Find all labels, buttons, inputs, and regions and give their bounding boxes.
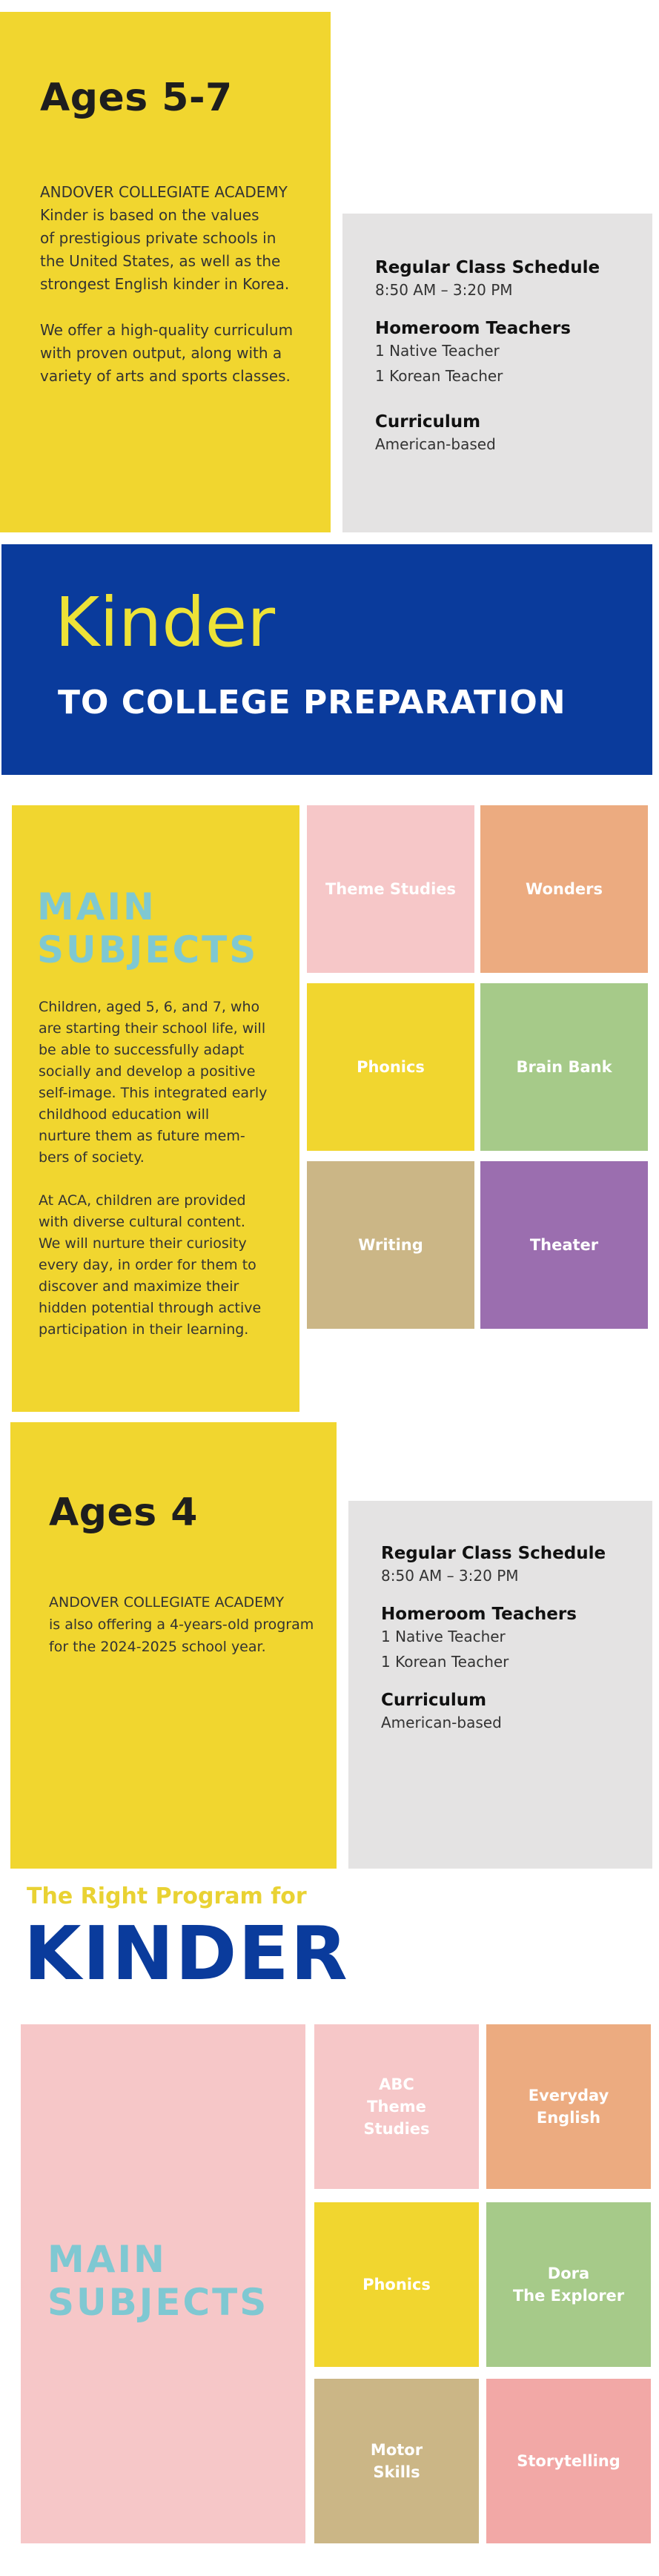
ages-5-7-panel xyxy=(0,12,331,532)
kinder-big-heading: KINDER xyxy=(24,1910,349,1997)
ages-4-schedule-card xyxy=(348,1501,652,1869)
curriculum-label: Curriculum xyxy=(381,1691,487,1710)
main-subjects-2-heading: MAIN SUBJECTS xyxy=(47,2238,269,2324)
ages-4-title: Ages 4 xyxy=(49,1490,198,1535)
tile-dora-the-explorer: Dora The Explorer xyxy=(486,2202,651,2367)
kinder-banner xyxy=(1,544,652,775)
main-subjects-heading: MAIN SUBJECTS xyxy=(37,885,259,971)
ages-4-panel xyxy=(10,1422,337,1869)
main-subjects-2-panel xyxy=(21,2024,305,2543)
teachers-label: Homeroom Teachers xyxy=(375,319,571,338)
tile-phonics-2: Phonics xyxy=(314,2202,479,2367)
tile-motor-skills: Motor Skills xyxy=(314,2379,479,2543)
tile-theater: Theater xyxy=(480,1161,648,1329)
banner-kinder-text: Kinder xyxy=(55,583,276,662)
schedule-value: 8:50 AM – 3:20 PM xyxy=(381,1567,519,1585)
schedule-label: Regular Class Schedule xyxy=(381,1544,606,1563)
tile-storytelling: Storytelling xyxy=(486,2379,651,2543)
teachers-label: Homeroom Teachers xyxy=(381,1605,577,1624)
ages-5-7-title: Ages 5-7 xyxy=(40,76,233,120)
tile-wonders: Wonders xyxy=(480,805,648,973)
tile-writing: Writing xyxy=(307,1161,474,1329)
tile-everyday-english: Everyday English xyxy=(486,2024,651,2189)
ages-5-7-description: ANDOVER COLLEGIATE ACADEMY Kinder is based on the values of prestigious private schools in the United States, as well as the strongest English kinder in Korea. We offer a high-quality curriculum with proven output, along with a variety of arts and sports classes. xyxy=(40,183,294,385)
main-subjects-panel xyxy=(12,805,299,1412)
tile-theme-studies: Theme Studies xyxy=(307,805,474,973)
schedule-label: Regular Class Schedule xyxy=(375,258,600,277)
banner-tagline: TO COLLEGE PREPARATION xyxy=(58,684,566,721)
right-program-heading: The Right Program for xyxy=(27,1883,307,1909)
tile-brain-bank: Brain Bank xyxy=(480,983,648,1151)
schedule-value: 8:50 AM – 3:20 PM xyxy=(375,281,513,299)
ages-4-description: ANDOVER COLLEGIATE ACADEMY is also offering a 4-years-old program for the 2024-2025 school year. xyxy=(49,1594,314,1655)
tile-phonics: Phonics xyxy=(307,983,474,1151)
main-subjects-description: Children, aged 5, 6, and 7, who are starting their school life, will be able to successfully adapt socially and develop a positive self-image. This integrated early childhood education will nurture them as future mem- bers of society. At ACA, children are provided with diverse cultural content. We will nurture their curiosity every day, in order for them to discover and maximize their hidden potential through active participation in their learning. xyxy=(39,999,268,1338)
ages-5-7-schedule-card xyxy=(342,214,652,532)
curriculum-label: Curriculum xyxy=(375,412,481,432)
teachers-value: 1 Native Teacher 1 Korean Teacher xyxy=(381,1628,509,1671)
curriculum-value: American-based xyxy=(381,1714,502,1731)
teachers-value: 1 Native Teacher 1 Korean Teacher xyxy=(375,342,503,385)
tile-abc-theme-studies: ABC Theme Studies xyxy=(314,2024,479,2189)
curriculum-value: American-based xyxy=(375,435,496,453)
